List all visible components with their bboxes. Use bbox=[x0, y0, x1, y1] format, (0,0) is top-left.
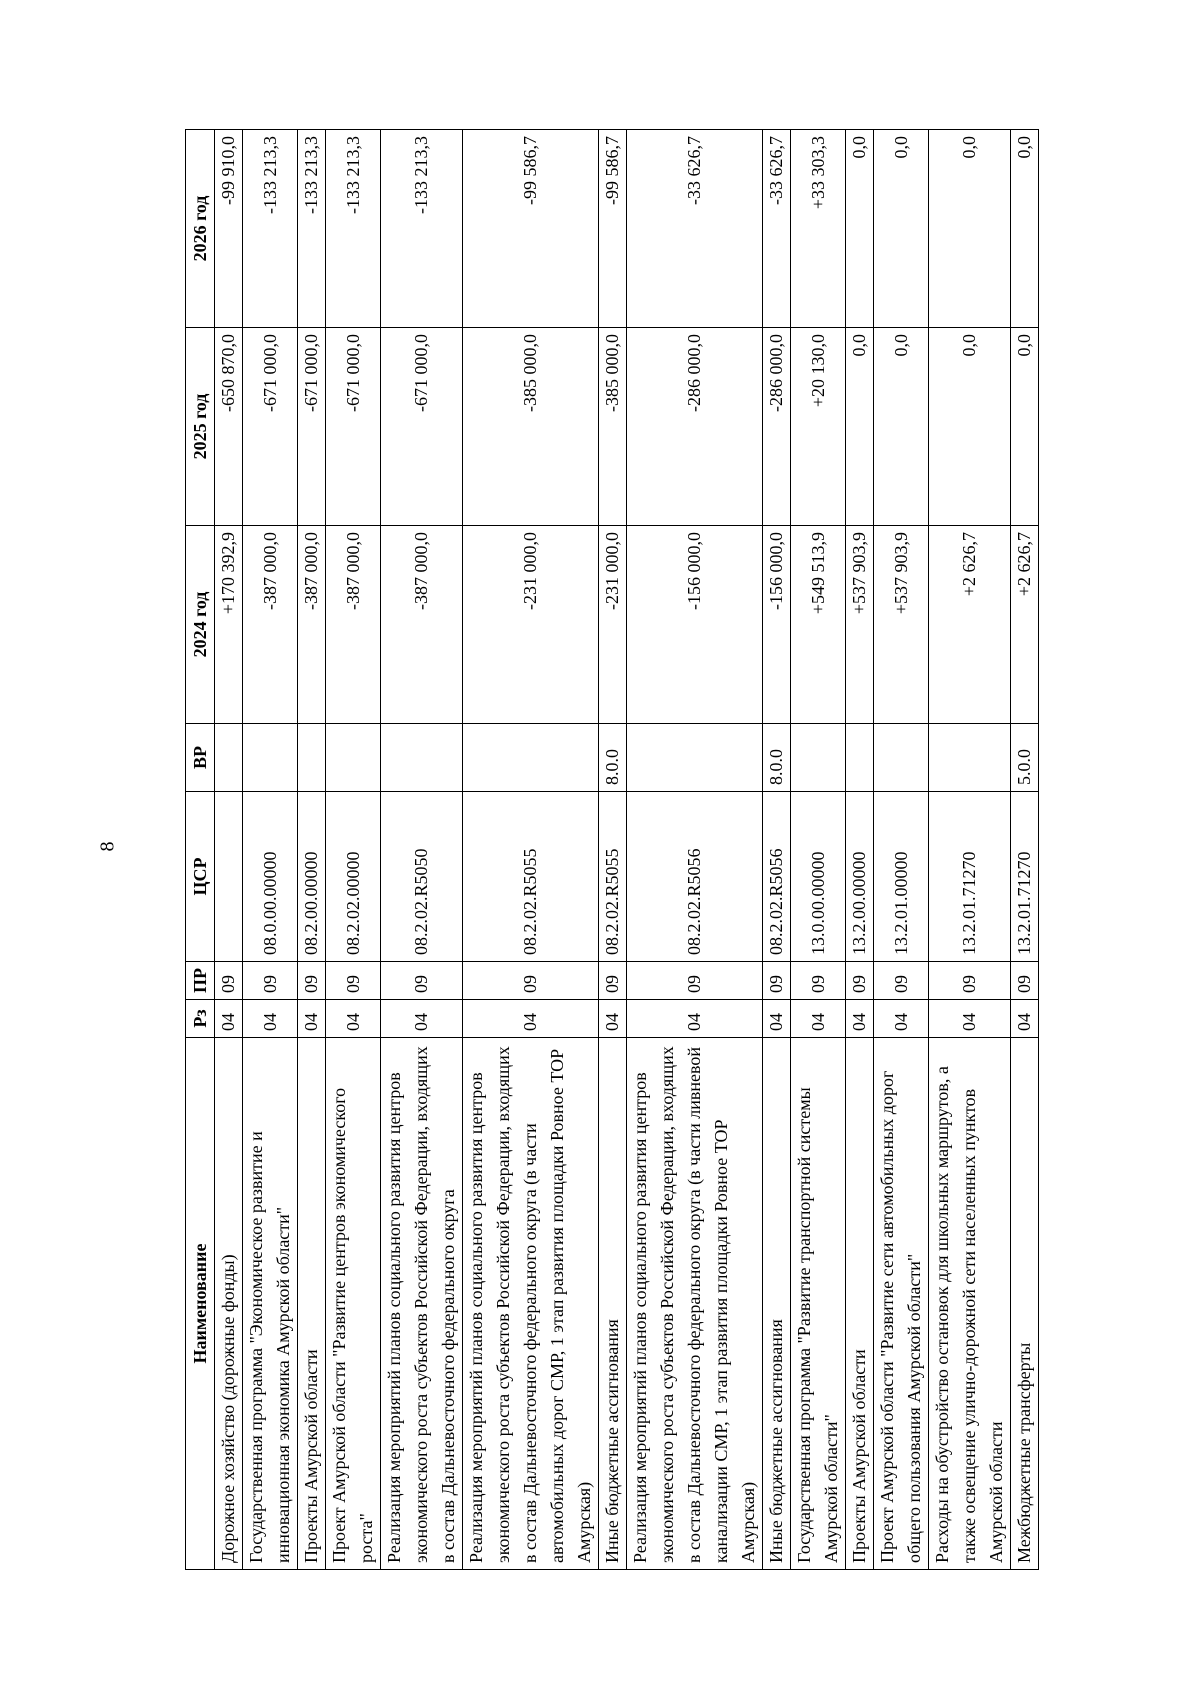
table-row bbox=[763, 130, 791, 1570]
cell-name: Проекты Амурской области bbox=[298, 1038, 326, 1570]
header-rz: Рз bbox=[186, 1000, 215, 1038]
table-row bbox=[874, 130, 929, 1570]
cell-2025: -650 870,0 bbox=[215, 328, 243, 526]
cell-csr: 08.2.00.00000 bbox=[298, 792, 326, 962]
cell-rz: 04 bbox=[599, 1000, 627, 1038]
table-row bbox=[243, 130, 298, 1570]
header-2024: 2024 год bbox=[186, 526, 215, 724]
cell-2025: -286 000,0 bbox=[627, 328, 763, 526]
cell-2026: +33 303,3 bbox=[791, 130, 846, 328]
cell-2026: 0,0 bbox=[874, 130, 929, 328]
cell-rz: 04 bbox=[846, 1000, 874, 1038]
cell-pr: 09 bbox=[1011, 962, 1039, 1000]
cell-csr: 13.0.00.00000 bbox=[791, 792, 846, 962]
budget-table-container bbox=[185, 130, 1055, 1570]
table-row bbox=[381, 130, 463, 1570]
cell-2025: -671 000,0 bbox=[326, 328, 381, 526]
cell-pr: 09 bbox=[215, 962, 243, 1000]
cell-2026: -99 910,0 bbox=[215, 130, 243, 328]
cell-2025: 0,0 bbox=[929, 328, 1011, 526]
header-2025: 2025 год bbox=[186, 328, 215, 526]
cell-pr: 09 bbox=[627, 962, 763, 1000]
table-row bbox=[326, 130, 381, 1570]
cell-2026: -133 213,3 bbox=[298, 130, 326, 328]
cell-csr: 13.2.01.71270 bbox=[1011, 792, 1039, 962]
cell-pr: 09 bbox=[599, 962, 627, 1000]
table-body bbox=[215, 130, 1039, 1570]
cell-rz: 04 bbox=[381, 1000, 463, 1038]
cell-rz: 04 bbox=[1011, 1000, 1039, 1038]
cell-pr: 09 bbox=[763, 962, 791, 1000]
cell-pr: 09 bbox=[243, 962, 298, 1000]
cell-csr: 08.2.02.R5056 bbox=[627, 792, 763, 962]
cell-vr: 8.0.0 bbox=[763, 724, 791, 792]
header-name: Наименование bbox=[186, 1038, 215, 1570]
cell-vr: 8.0.0 bbox=[599, 724, 627, 792]
cell-csr: 08.2.02.00000 bbox=[326, 792, 381, 962]
cell-pr: 09 bbox=[463, 962, 599, 1000]
cell-2024: +549 513,9 bbox=[791, 526, 846, 724]
cell-rz: 04 bbox=[326, 1000, 381, 1038]
cell-csr: 13.2.01.00000 bbox=[874, 792, 929, 962]
cell-vr: 5.0.0 bbox=[1011, 724, 1039, 792]
cell-vr bbox=[215, 724, 243, 792]
cell-rz: 04 bbox=[763, 1000, 791, 1038]
cell-pr: 09 bbox=[791, 962, 846, 1000]
cell-vr bbox=[791, 724, 846, 792]
table-row bbox=[1011, 130, 1039, 1570]
cell-2025: +20 130,0 bbox=[791, 328, 846, 526]
cell-2026: 0,0 bbox=[929, 130, 1011, 328]
cell-2025: -385 000,0 bbox=[463, 328, 599, 526]
cell-pr: 09 bbox=[326, 962, 381, 1000]
cell-pr: 09 bbox=[298, 962, 326, 1000]
cell-2026: -133 213,3 bbox=[243, 130, 298, 328]
cell-2025: -385 000,0 bbox=[599, 328, 627, 526]
table-row bbox=[463, 130, 599, 1570]
cell-csr: 13.2.01.71270 bbox=[929, 792, 1011, 962]
cell-vr bbox=[381, 724, 463, 792]
cell-vr bbox=[874, 724, 929, 792]
cell-name: Государственная программа "Развитие транспортной системы Амурской области" bbox=[791, 1038, 846, 1570]
cell-name: Проект Амурской области "Развитие сети автомобильных дорог общего пользования Амурской области" bbox=[874, 1038, 929, 1570]
cell-vr bbox=[627, 724, 763, 792]
cell-pr: 09 bbox=[874, 962, 929, 1000]
header-2026: 2026 год bbox=[186, 130, 215, 328]
cell-2024: +170 392,9 bbox=[215, 526, 243, 724]
cell-2026: 0,0 bbox=[1011, 130, 1039, 328]
cell-rz: 04 bbox=[874, 1000, 929, 1038]
cell-rz: 04 bbox=[791, 1000, 846, 1038]
budget-table bbox=[185, 129, 1039, 1570]
cell-vr bbox=[929, 724, 1011, 792]
cell-name: Дорожное хозяйство (дорожные фонды) bbox=[215, 1038, 243, 1570]
cell-rz: 04 bbox=[298, 1000, 326, 1038]
cell-pr: 09 bbox=[929, 962, 1011, 1000]
cell-csr: 08.2.02.R5055 bbox=[463, 792, 599, 962]
cell-rz: 04 bbox=[627, 1000, 763, 1038]
cell-rz: 04 bbox=[243, 1000, 298, 1038]
cell-vr bbox=[243, 724, 298, 792]
cell-2024: +2 626,7 bbox=[1011, 526, 1039, 724]
cell-pr: 09 bbox=[846, 962, 874, 1000]
table-row bbox=[929, 130, 1011, 1570]
cell-name: Расходы на обустройство остановок для школьных маршрутов, а также освещение улично-дорожной сети населенных пунктов Амурской области bbox=[929, 1038, 1011, 1570]
cell-rz: 04 bbox=[929, 1000, 1011, 1038]
cell-2025: 0,0 bbox=[846, 328, 874, 526]
cell-name: Проект Амурской области "Развитие центров экономического роста" bbox=[326, 1038, 381, 1570]
cell-name: Государственная программа "Экономическое развитие и инновационная экономика Амурской области" bbox=[243, 1038, 298, 1570]
table-row bbox=[846, 130, 874, 1570]
cell-name: Реализация мероприятий планов социального развития центров экономического роста субъектов Российской Федерации, входящих в состав Дальневосточного федерального округа bbox=[381, 1038, 463, 1570]
cell-2024: -387 000,0 bbox=[381, 526, 463, 724]
table-row bbox=[599, 130, 627, 1570]
cell-vr bbox=[846, 724, 874, 792]
cell-vr bbox=[463, 724, 599, 792]
table-header-row bbox=[186, 130, 215, 1570]
cell-2025: -671 000,0 bbox=[298, 328, 326, 526]
cell-vr bbox=[326, 724, 381, 792]
cell-2026: -133 213,3 bbox=[326, 130, 381, 328]
cell-2026: -99 586,7 bbox=[463, 130, 599, 328]
cell-2024: -387 000,0 bbox=[243, 526, 298, 724]
cell-2025: -671 000,0 bbox=[243, 328, 298, 526]
table-row bbox=[215, 130, 243, 1570]
cell-2024: -387 000,0 bbox=[298, 526, 326, 724]
cell-name: Проекты Амурской области bbox=[846, 1038, 874, 1570]
cell-2025: -286 000,0 bbox=[763, 328, 791, 526]
cell-name: Реализация мероприятий планов социального развития центров экономического роста субъектов Российской Федерации, входящих в состав Дальневосточного федерального округа (в части автомобильных дорог СМР, 1 этап развития площадки Ровное ТОР Амурская) bbox=[463, 1038, 599, 1570]
cell-name: Реализация мероприятий планов социального развития центров экономического роста субъектов Российской Федерации, входящих в состав Дальневосточного федерального округа (в части ливневой канализации СМР, 1 этап развития площадки Ровное ТОР Амурская) bbox=[627, 1038, 763, 1570]
cell-rz: 04 bbox=[463, 1000, 599, 1038]
cell-rz: 04 bbox=[215, 1000, 243, 1038]
header-csr: ЦСР bbox=[186, 792, 215, 962]
cell-2026: -33 626,7 bbox=[627, 130, 763, 328]
cell-2024: -156 000,0 bbox=[763, 526, 791, 724]
page-number: 8 bbox=[96, 841, 119, 852]
cell-pr: 09 bbox=[381, 962, 463, 1000]
cell-name: Иные бюджетные ассигнования bbox=[763, 1038, 791, 1570]
cell-2024: +537 903,9 bbox=[874, 526, 929, 724]
cell-2024: -387 000,0 bbox=[326, 526, 381, 724]
table-row bbox=[627, 130, 763, 1570]
cell-2025: 0,0 bbox=[1011, 328, 1039, 526]
cell-csr: 08.2.02.R5050 bbox=[381, 792, 463, 962]
cell-2024: -231 000,0 bbox=[599, 526, 627, 724]
header-pr: ПР bbox=[186, 962, 215, 1000]
cell-2026: -33 626,7 bbox=[763, 130, 791, 328]
cell-vr bbox=[298, 724, 326, 792]
cell-csr: 08.0.00.00000 bbox=[243, 792, 298, 962]
table-row bbox=[791, 130, 846, 1570]
cell-2025: -671 000,0 bbox=[381, 328, 463, 526]
cell-2024: +537 903,9 bbox=[846, 526, 874, 724]
cell-csr: 13.2.00.00000 bbox=[846, 792, 874, 962]
table-row bbox=[298, 130, 326, 1570]
cell-name: Иные бюджетные ассигнования bbox=[599, 1038, 627, 1570]
cell-2026: 0,0 bbox=[846, 130, 874, 328]
cell-name: Межбюджетные трансферты bbox=[1011, 1038, 1039, 1570]
cell-2024: +2 626,7 bbox=[929, 526, 1011, 724]
cell-csr bbox=[215, 792, 243, 962]
cell-2024: -231 000,0 bbox=[463, 526, 599, 724]
cell-2026: -133 213,3 bbox=[381, 130, 463, 328]
cell-2025: 0,0 bbox=[874, 328, 929, 526]
cell-csr: 08.2.02.R5056 bbox=[763, 792, 791, 962]
header-vr: ВР bbox=[186, 724, 215, 792]
cell-2026: -99 586,7 bbox=[599, 130, 627, 328]
cell-csr: 08.2.02.R5055 bbox=[599, 792, 627, 962]
cell-2024: -156 000,0 bbox=[627, 526, 763, 724]
